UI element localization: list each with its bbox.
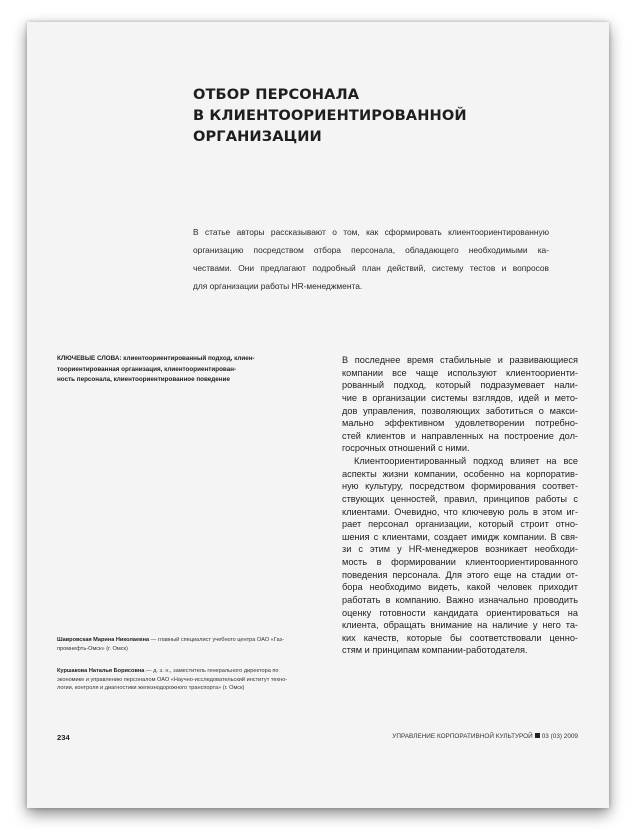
article-title <box>193 84 553 147</box>
body-line: госрочных отношений с ними. <box>342 443 470 454</box>
body-line: поведения персонала. Для этого еще на стадии от- <box>342 569 578 580</box>
body-line: компании все чаще используют клиентоориенти- <box>342 367 578 378</box>
journal-issue: 03 (03) 2009 <box>541 733 578 740</box>
body-line: рает персонал организации, который строит отно- <box>342 519 578 530</box>
body-line: ствующих ценностей, правил, принципов работы с <box>342 493 578 504</box>
author-description: экономике и управлению персоналом ОАО «Научно-исследовательский институт техно- <box>57 676 288 683</box>
body-line: В последнее время стабильные и развивающиеся <box>342 355 578 365</box>
author-description: промнефть-Омск» (г. Омск) <box>57 645 128 652</box>
page-number: 234 <box>57 733 70 742</box>
body-line: Клиентоориентированный подход влияет на все <box>354 456 578 466</box>
body-line: бора необходимо видеть, какой человек приходит <box>342 582 578 593</box>
body-line: дов управления, позволяющих заботиться о макси- <box>342 405 578 416</box>
article-body <box>342 354 578 657</box>
author-description: — главный специалист учебного центра ОАО «Газ- <box>149 637 284 643</box>
body-line: ную культуру, посредством формирования соответ- <box>342 481 578 492</box>
title-line: В КЛИЕНТООРИЕНТИРОВАННОЙ <box>193 107 467 124</box>
body-line: клиента, обращать внимание на наличие у него та- <box>342 620 578 631</box>
body-line: зи с этим у HR-менеджеров возникает необходи- <box>342 544 578 555</box>
body-line: мально эффективном удовлетворении потребно- <box>342 418 578 429</box>
abstract-line: чествами. Они предлагают подробный план действий, систему тестов и вопросов <box>193 263 549 273</box>
keywords-block <box>57 354 315 386</box>
keywords-line: ность персонала, клиентоориентированное поведение <box>57 376 230 383</box>
keywords-line: тоориентированная организация, клиентоориентирован- <box>57 365 237 373</box>
author-info <box>57 636 317 653</box>
body-line: рованный подход, который подразумевает нали- <box>342 380 578 391</box>
author-info <box>57 667 317 693</box>
body-line: стям и принципам компании-работодателя. <box>342 645 528 656</box>
square-bullet-icon <box>535 733 540 738</box>
author-name: Шавровская Марина Николаевна <box>57 637 150 643</box>
body-line: работать в компанию. Важно изначально проводить <box>342 594 578 605</box>
abstract-line: для организации работы HR-менеджмента. <box>193 281 363 291</box>
abstract-line: организацию посредством отбора персонала, обладающего необходимыми ка- <box>193 245 549 255</box>
body-line: стей клиентов и направленных на построение дол- <box>342 430 578 441</box>
body-line: чие в организации системы взглядов, идей и мето- <box>342 392 578 403</box>
journal-name: УПРАВЛЕНИЕ КОРПОРАТИВНОЙ КУЛЬТУРОЙ <box>392 733 533 740</box>
body-line: ких качеств, которые бы соответствовали ценно- <box>342 632 578 643</box>
title-line: ОТБОР ПЕРСОНАЛА <box>193 86 360 103</box>
body-line: аспекты жизни компании, особенно на корпоратив- <box>342 468 578 479</box>
body-line: шения с клиентами, создает имидж компании. В свя- <box>342 531 578 542</box>
title-line: ОРГАНИЗАЦИИ <box>193 128 322 145</box>
author-description: логии, контроля и диагностики железнодорожного транспорта» (г. Омск) <box>57 685 245 692</box>
keywords-line: КЛЮЧЕВЫЕ СЛОВА: клиентоориентированный подход, клиен- <box>57 355 255 362</box>
abstract-line: В статье авторы рассказывают о том, как сформировать клиентоориентированную <box>193 227 549 237</box>
article-abstract <box>193 223 549 295</box>
journal-footer <box>392 733 578 740</box>
author-name: Куршакова Наталья Борисовна <box>57 668 145 674</box>
body-line: клиентами. Очевидно, что ключевую роль в этом иг- <box>342 506 578 517</box>
body-line: мость в формировании клиентоориентированного <box>342 557 578 567</box>
body-line: оценку готовности кандидата ориентироваться на <box>342 607 578 618</box>
author-description: — д. э. н., заместитель генерального директора по <box>144 668 279 674</box>
